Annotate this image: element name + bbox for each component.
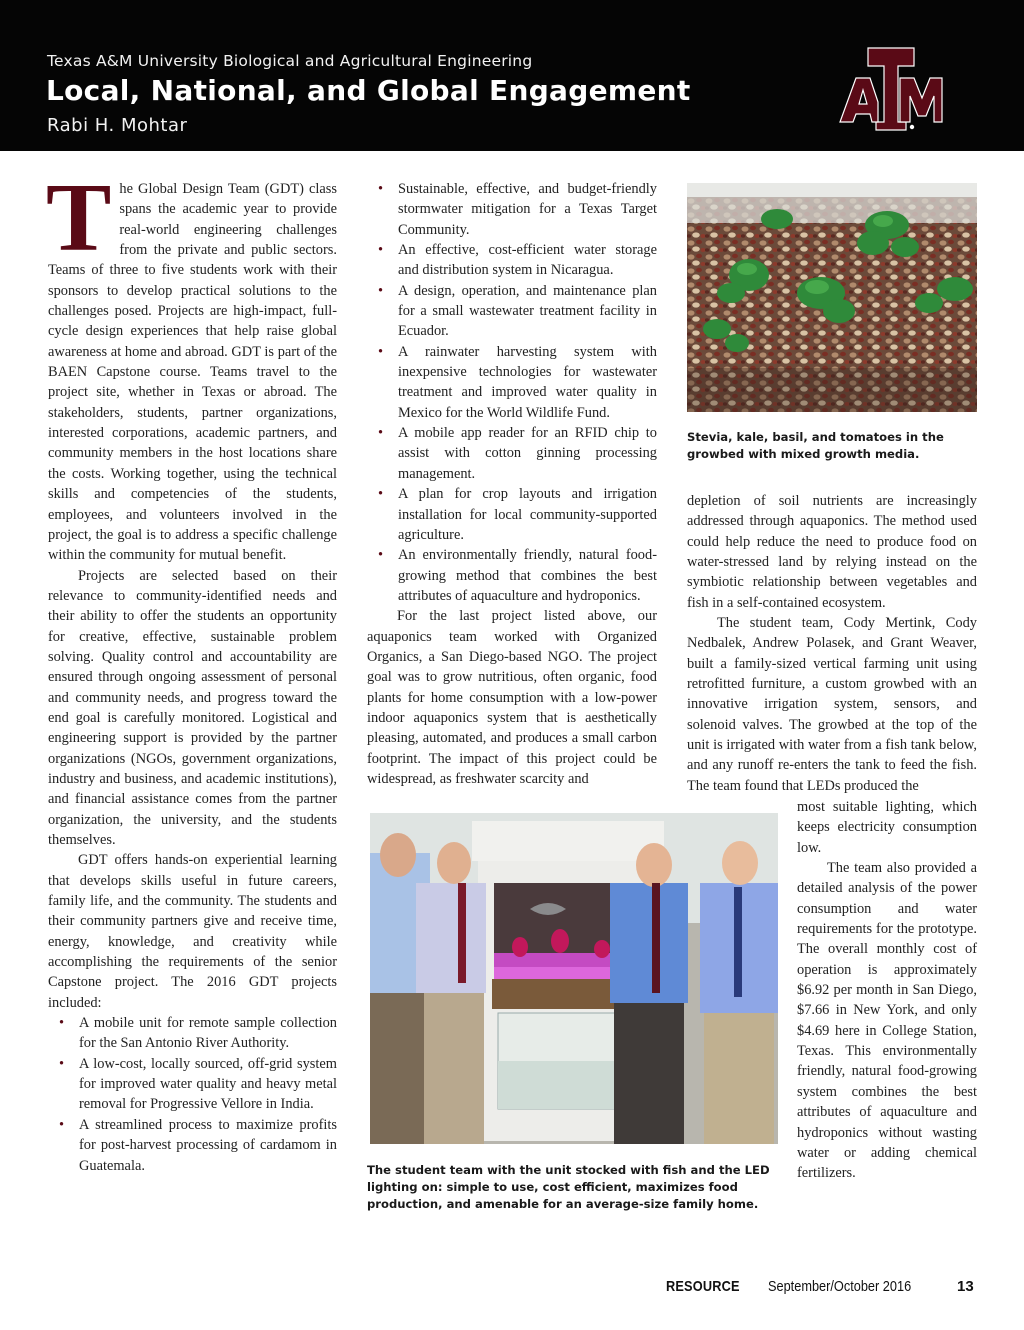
list-item: • A design, operation, and maintenance plan for a small wastewater treatment facility in Ecuador. [367, 281, 657, 342]
paragraph-aquaponics-team: For the last project listed above, our aquaponics team worked with Organized Organics, a San Diego-based NGO. The project goal was to grow nutritious, often organic, food plants for home consumption with a low-power indoor aquaponics system that is aesthetically pleasing, automated, and produces a small carbon footprint. The impact of this project could be widespread, as freshwater scarcity and [367, 608, 657, 787]
list-item: • A low-cost, locally sourced, off-grid system for improved water quality and heavy metal removal for Progressive Vellore in India. [48, 1054, 337, 1115]
list-item: • An effective, cost-efficient water storage and distribution system in Nicaragua. [367, 240, 657, 281]
list-item: • A mobile app reader for an RFID chip to assist with cotton ginning processing management. [367, 423, 657, 484]
page-number: 13 [957, 1278, 974, 1295]
intro-paragraph: he Global Design Team (GDT) class spans the academic year to provide real-world engineering challenges from the private and public sectors. Teams of three to five students work with their sponsors to develop practical solutions to the challenges posed. Projects are high-impact, full-cycle design experiences that help raise global awareness at home and abroad. GDT is part of the BAEN Capstone course. Teams travel to the project site, whether in Texas or abroad. The stakeholders, students, partner organizations, interested corporations, academic partners, and community members in the host locations share the costs. Working together, using the technical skills and competencies of the students, employees, and volunteers involved in the project, the goal is to address a specific challenge within the community for mutual benefit. [48, 181, 337, 564]
list-item: • A rainwater harvesting system with inexpensive technologies for wastewater treatment and improved water quality in Mexico for the World Wildlife Fund. [367, 342, 657, 423]
paragraph-soil-depletion: depletion of soil nutrients are increasingly addressed through aquaponics. The method used could help reduce the need to produce food on water-stressed land by relying instead on the symbiotic relationship between vegetables and fish in a self-contained ecosystem. [687, 493, 977, 611]
paragraph-led-lighting: most suitable lighting, which keeps electricity consumption low. [797, 799, 977, 856]
issue-date: September/October 2016 [768, 1278, 912, 1295]
paragraph-project-selection: Projects are selected based on their relevance to community-identified needs and their ability to offer the students an opportunity for creative, effective, sustainable problem solving. Quality control and accountability are ensured through ongoing assessment of personal and community needs, and progress toward the end goal is carefully monitored. Logistical and engineering support is provided by the partner organizations (NGOs, government organizations, industry and business, and academic institutions), and financial assistance comes from the partner organization, the university, and the students themselves. [48, 567, 337, 848]
publication-name: RESOURCE [666, 1278, 740, 1295]
list-item: • A streamlined process to maximize profits for post-harvest processing of cardamom in Guatemala. [48, 1115, 337, 1176]
paragraph-gdt-learning: GDT offers hands-on experiential learning that develops skills useful in future careers, family life, and the community. The students and their community partners give and receive time, energy, knowledge, and creativity while accomplishing the requirements of the senior Capstone project. The 2016 GDT projects included: [48, 852, 337, 1011]
column-2 [367, 179, 657, 789]
article-title: Local, National, and Global Engagement [46, 74, 691, 107]
paragraph-student-team: The student team, Cody Mertink, Cody Nedbalek, Andrew Polasek, and Grant Weaver, built a family-sized vertical farming unit using retrofitted furniture, a custom growbed with an innovative irrigation system, sensors, and solenoid valves. The growbed at the top of the unit is irrigated with water from a fish tank below, and any runoff re-enters the tank to feed the fish. The team found that LEDs produced the [687, 615, 977, 794]
column-1 [46, 164, 337, 1176]
drop-cap: T [46, 164, 112, 272]
growbed-photo-caption: Stevia, kale, basil, and tomatoes in the growbed with mixed growth media. [687, 430, 944, 461]
list-item: • An environmentally friendly, natural food-growing method that combines the best attributes of aquaculture and hydroponics. [367, 545, 657, 606]
team-photo-caption: The student team with the unit stocked with fish and the LED lighting on: simple to use, cost efficient, maximizes food production, and amenable for an average-size family home. [367, 1163, 770, 1211]
growbed-photo [687, 183, 977, 412]
column-3-narrow [797, 797, 977, 1184]
list-item: • A mobile unit for remote sample collection for the San Antonio River Authority. [48, 1013, 337, 1054]
paragraph-cost-analysis: The team also provided a detailed analysis of the power consumption and water requirements for the prototype. The overall monthly cost of operation is approximately $6.92 per month in San Diego, $7.66 in New York, and only $4.69 here in College Station, Texas. This environmentally friendly, natural food-growing system combines the best attributes of aquaculture and hydroponics without wasting water or adding chemical fertilizers. [797, 860, 977, 1182]
student-team-photo [370, 813, 778, 1144]
project-list-part-2 [367, 179, 657, 606]
department-line: Texas A&M University Biological and Agricultural Engineering [47, 52, 533, 70]
list-item: • A plan for crop layouts and irrigation installation for local community-supported agriculture. [367, 484, 657, 545]
column-3 [687, 491, 977, 796]
list-item: • Sustainable, effective, and budget-friendly stormwater mitigation for a Texas Target Community. [367, 179, 657, 240]
masthead [0, 0, 1024, 151]
tamu-logo [838, 44, 944, 134]
author-byline: Rabi H. Mohtar [47, 115, 188, 136]
project-list-part-1 [48, 1013, 337, 1176]
